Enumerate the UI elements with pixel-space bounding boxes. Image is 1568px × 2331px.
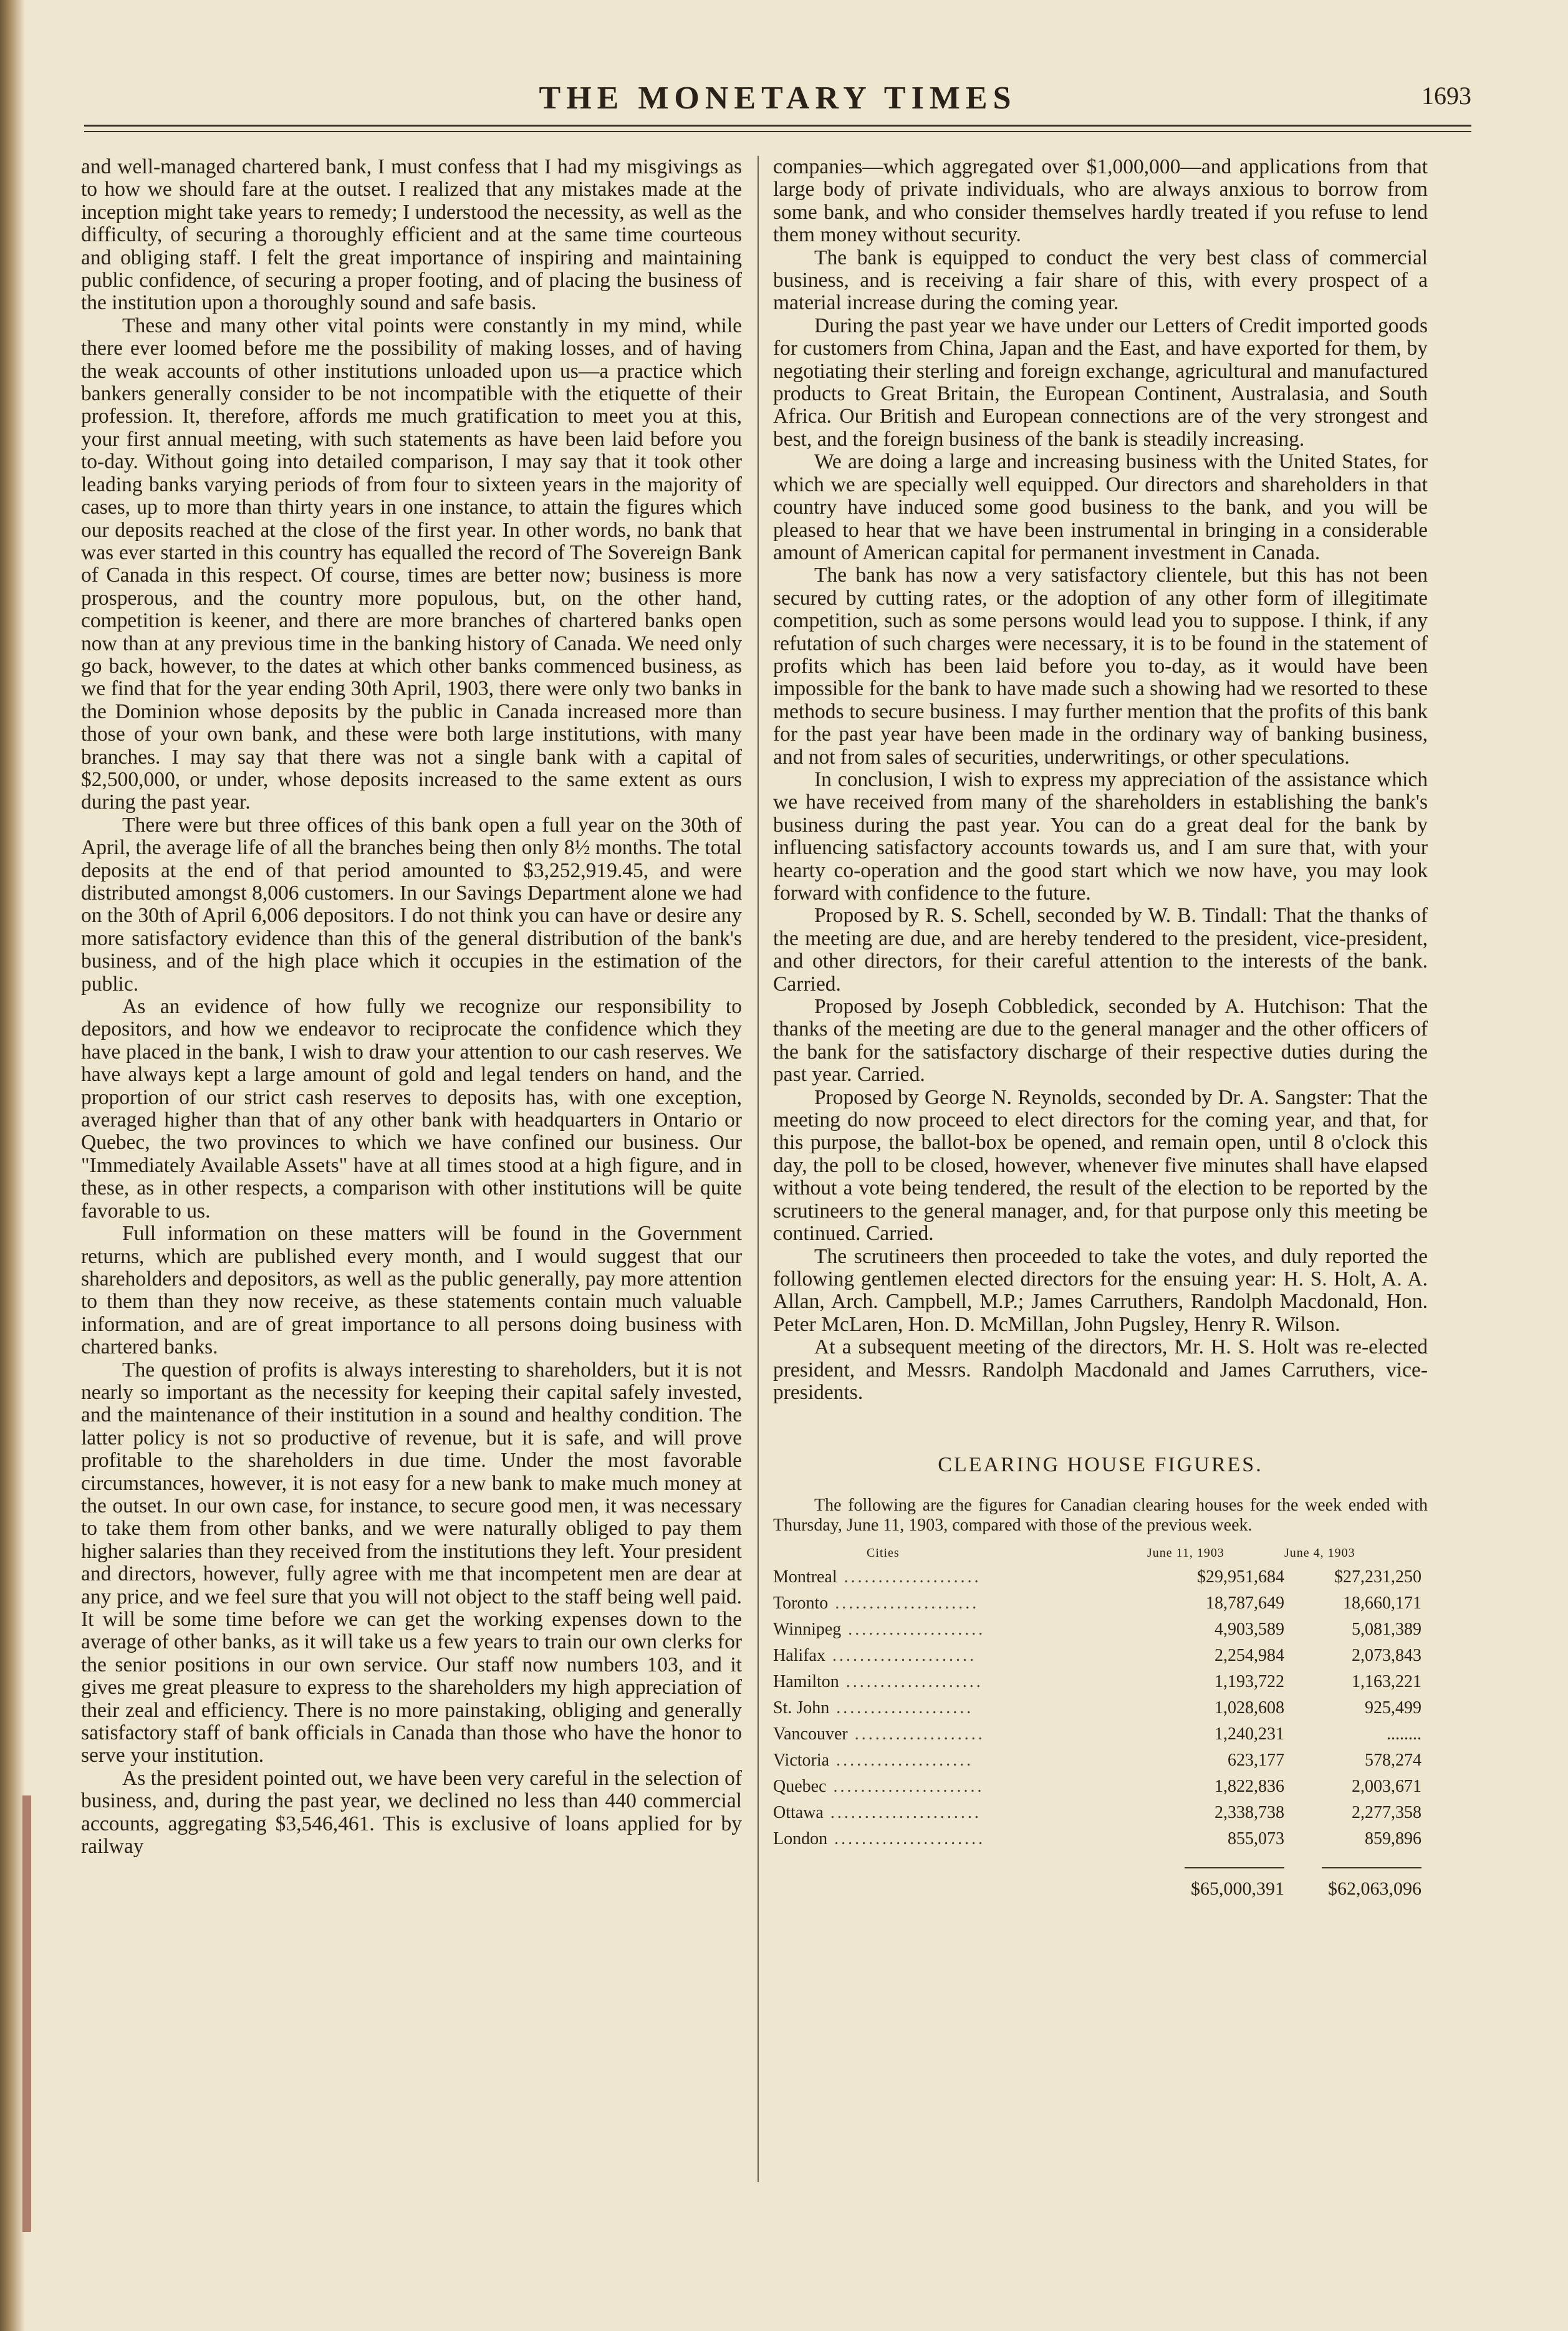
total-row [773,1875,1421,1904]
total-previous: $62,063,096 [1328,1878,1421,1900]
left-column [81,156,742,1858]
value-current: 2,338,738 [1214,1802,1284,1822]
paragraph: As the president pointed out, we have been very careful in the selection of business, and, during the past year, we declined no less than 440 commercial accounts, aggregating $3,546,461. This is exclusive of loans applied for by railway [81,1766,742,1858]
value-current: 1,028,608 [1214,1698,1284,1718]
value-current: 1,193,722 [1214,1671,1284,1691]
column-header-previous: June 4, 1903 [1284,1545,1355,1560]
value-current: 2,254,984 [1214,1645,1284,1665]
paragraph: At a subsequent meeting of the directors, Mr. H. S. Holt was re-elected president, and Messrs. Randolph Macdonald and James Carruthers, vice-presidents. [773,1335,1428,1404]
value-previous: 2,073,843 [1352,1645,1421,1665]
table-row [773,1643,1421,1669]
city-name: Quebec [773,1776,827,1796]
header-rule-top [84,125,1471,127]
clearing-house-table [773,1539,1421,1904]
paragraph: Proposed by Joseph Cobbledick, seconded by A. Hutchison: That the thanks of the meeting are due to the general manager and the other officers of the bank for the satisfactory discharge of their respective duties during the past year. Carried. [773,995,1428,1087]
value-previous: 925,499 [1365,1698,1421,1718]
value-current: 855,073 [1228,1829,1284,1848]
page-header [84,67,1471,123]
city-name: Vancouver [773,1724,848,1744]
table-row [773,1564,1421,1590]
paragraph: The bank is equipped to conduct the very best class of commercial business, and is receiving a fair share of this, with every prospect of a material increase during the coming year. [773,246,1428,315]
paragraph: During the past year we have under our Letters of Credit imported goods for customers from China, Japan and the East, and have exported for them, by negotiating their sterling and foreign exchange, agricultural and manufactured products to Great Britain, the European Continent, Australasia, and South Africa. Our British and European connections are of the very strongest and best, and the foreign business of the bank is steadily increasing. [773,314,1428,451]
table-row [773,1669,1421,1695]
value-previous: 2,277,358 [1352,1802,1421,1822]
table-row [773,1826,1421,1852]
table-body [773,1564,1421,1852]
paragraph: The question of profits is always interesting to shareholders, but it is not nearly so important as the necessity for keeping their capital safely invested, and the maintenance of their institution in a sound and healthy condition. The latter policy is not so productive of revenue, but it is safe, and will prove profitable to the shareholders in due time. Under the most favorable circumstances, however, it is not easy for a new bank to make much money at the outset. In our own case, for instance, to secure good men, it was necessary to take them from other banks, and we were naturally obliged to pay them higher salaries than they received from the institutions they left. Your president and directors, however, fully agree with me that incompetent men are dear at any price, and we feel sure that you will not object to the staff being well paid. It will be some time before we can get the working expenses down to the average of other banks, as it will take us a few years to train our own clerks for the senior positions in our own service. Our staff now numbers 103, and it gives me great pleasure to express to the shareholders my high appreciation of their zeal and efficiency. There is no more painstaking, obliging and generally satisfactory staff of bank officials in Canada than those who have the honor to serve your institution. [81,1358,742,1767]
paragraph: Proposed by George N. Reynolds, seconded by Dr. A. Sangster: That the meeting do now proceed to elect directors for the coming year, and that, for this purpose, the ballot-box be opened, and remain open, until 8 o'clock this day, the poll to be closed, however, whenever five minutes shall have elapsed without a vote being tendered, the result of the election to be reported by the scrutineers to the general manager, and, for that purpose only this meeting be continued. Carried. [773,1085,1428,1246]
value-previous: 5,081,389 [1352,1619,1421,1639]
leader-dots: .................... [837,1567,981,1587]
city-name: London [773,1829,828,1848]
leader-dots: .................... [829,1698,974,1718]
right-column [773,156,1428,1904]
paragraph: As an evidence of how fully we recognize our responsibility to depositors, and how we endeavor to reciprocate the confidence which they have placed in the bank, I wish to draw your attention to our cash reserves. We have always kept a large amount of gold and legal tenders on hand, and the proportion of our strict cash reserves to deposits has, with one exception, averaged higher than that of any other bank with headquarters in Ontario or Quebec, the two provinces to which we have confined our business. Our "Immediately Available Assets" have at all times stood at a high figure, and in these, as in other respects, a comparison with other institutions will be quite favorable to us. [81,995,742,1223]
value-current: $29,951,684 [1197,1567,1284,1587]
city-name: Hamilton [773,1671,839,1691]
table-row [773,1800,1421,1826]
table-row [773,1617,1421,1643]
paragraph: Proposed by R. S. Schell, seconded by W. B. Tindall: That the thanks of the meeting are due, and are hereby tendered to the president, vice-president, and other directors, for their careful attention to the interests of the bank. Carried. [773,904,1428,996]
city-name: Montreal [773,1567,837,1587]
table-row [773,1721,1421,1747]
paragraph: There were but three offices of this bank open a full year on the 30th of April, the average life of all the branches being then only 8½ months. The total deposits at the end of that period amounted to $3,252,919.45, and were distributed amongst 8,006 customers. In our Savings Department alone we had on the 30th of April 6,006 depositors. I do not think you can have or desire any more satisfactory evidence than this of the general distribution of the bank's business, and of the high place which it occupies in the estimation of the public. [81,813,742,996]
paragraph: The scrutineers then proceeded to take the votes, and duly reported the following gentlemen elected directors for the ensuing year: H. S. Holt, A. A. Allan, Arch. Campbell, M.P.; James Carruthers, Randolph Macdonald, Hon. Peter McLaren, Hon. D. McMillan, John Pugsley, Henry R. Wilson. [773,1244,1428,1336]
table-row [773,1747,1421,1774]
value-current: 4,903,589 [1214,1619,1284,1639]
leader-dots: ................... [847,1724,985,1744]
paragraph: In conclusion, I wish to express my appreciation of the assistance which we have received from many of the shareholders in establishing the bank's business during the past year. You can do a great deal for the bank by influencing satisfactory accounts towards us, and I am sure that, with your hearty co-operation and the good start which we now have, you may look forward with confidence to the future. [773,767,1428,905]
city-name: Victoria [773,1750,830,1770]
total-rule [1185,1867,1284,1868]
total-rule-row [773,1852,1421,1875]
page-edge [0,0,25,2331]
paragraph: companies—which aggregated over $1,000,000—and applications from that large body of private individuals, who are always anxious to borrow from some bank, and who consider themselves hardly treated if you refuse to lend them money without security. [773,155,1428,247]
value-current: 18,787,649 [1206,1593,1284,1613]
binding-mark [22,1795,31,2232]
paragraph: The bank has now a very satisfactory clientele, but this has not been secured by cutting rates, or the adoption of any other form of illegitimate competition, such as some persons would lead you to suppose. I think, if any refutation of such charges were necessary, it is to be found in the statement of profits which has been laid before you to-day, as it would have been impossible for the bank to have made such a showing had we resorted to these methods to secure business. I may further mention that the profits of this bank for the past year have been made in the ordinary way of banking business, and not from sales of securities, underwritings, or other speculations. [773,564,1428,769]
value-current: 623,177 [1228,1750,1284,1770]
column-divider [758,156,759,2182]
city-name: Halifax [773,1645,825,1665]
header-rule-bottom [84,131,1471,132]
paragraph: and well-managed chartered bank, I must confess that I had my misgivings as to how we should fare at the outset. I realized that any mistakes made at the inception might take years to remedy; I understood the necessity, as well as the difficulty, of securing a thoroughly efficient and at the same time courteous and obliging staff. I felt the great importance of inspiring and maintaining public confidence, of securing a proper footing, and of placing the business of the institution upon a thoroughly sound and safe basis. [81,155,742,315]
total-rule [1322,1867,1421,1868]
paragraph: Full information on these matters will be found in the Government returns, which are published every month, and I would suggest that our shareholders and depositors, as well as the public generally, pay more attention to them than they now receive, as these statements contain much valuable information, and are of great importance to all persons doing business with chartered banks. [81,1222,742,1359]
city-name: St. John [773,1698,830,1718]
value-previous: 578,274 [1365,1750,1421,1770]
value-previous: 2,003,671 [1352,1776,1421,1796]
leader-dots: ...................... [827,1829,986,1848]
value-previous: ........ [1387,1724,1421,1744]
table-row [773,1695,1421,1721]
paragraph: These and many other vital points were constantly in my mind, while there ever loomed before me the possibility of making losses, and of having the weak accounts of other institutions unloaded upon us—a practice which bankers generally consider to be not incompatible with the etiquette of their profession. It, therefore, affords me much gratification to meet you at this, your first annual meeting, with such statements as have been laid before you to-day. Without going into detailed comparison, I may say that it took other leading banks varying periods of from four to sixteen years in the majority of cases, up to more than thirty years in one instance, to attain the figures which our deposits reached at the close of the first year. In other words, no bank that was ever started in this country has equalled the record of The Sovereign Bank of Canada in this respect. Of course, times are better now; business is more prosperous, and the country more populous, but, on the other hand, competition is keener, and there are more branches of chartered banks open now than at any previous time in the banking history of Canada. We need only go back, however, to the dates at which other banks commenced business, as we find that for the year ending 30th April, 1903, there were only two banks in the Dominion whose deposits by the public in Canada increased more than those of your own bank, and these were both large institutions, with many branches. I may say that there was not a single bank with a capital of $2,500,000, or under, whose deposits increased to the same extent as ours during the past year. [81,314,742,814]
paragraph: We are doing a large and increasing business with the United States, for which we are specially well equipped. Our directors and shareholders in that country have induced some good business to the bank, and you will be pleased to hear that we have been instrumental in bringing in a considerable amount of American capital for permanent investment in Canada. [773,450,1428,564]
value-current: 1,240,231 [1214,1724,1284,1744]
leader-dots: .................... [839,1671,983,1691]
leader-dots: ...................... [826,1776,984,1796]
table-header-row [773,1539,1421,1564]
value-previous: 18,660,171 [1343,1593,1421,1613]
value-previous: 859,896 [1365,1829,1421,1848]
page-number: 1693 [1421,82,1471,110]
column-header-current: June 11, 1903 [1147,1545,1224,1560]
total-current: $65,000,391 [1191,1878,1284,1900]
leader-dots: .................... [829,1750,974,1770]
clearing-house-intro: The following are the figures for Canadian clearing houses for the week ended with Thursday, June 11, 1903, compared with those of the previous week. [773,1495,1428,1535]
table-row [773,1590,1421,1617]
city-name: Toronto [773,1593,829,1613]
city-name: Winnipeg [773,1619,842,1639]
leader-dots: ..................... [825,1645,976,1665]
value-current: 1,822,836 [1214,1776,1284,1796]
masthead: THE MONETARY TIMES [539,80,1017,116]
column-header-city: Cities [867,1545,900,1560]
clearing-house-title: CLEARING HOUSE FIGURES. [938,1453,1263,1477]
value-previous: $27,231,250 [1334,1567,1421,1587]
leader-dots: ...................... [823,1802,981,1822]
leader-dots: .................... [841,1619,986,1639]
table-row [773,1774,1421,1800]
leader-dots: ..................... [828,1593,979,1613]
value-previous: 1,163,221 [1352,1671,1421,1691]
city-name: Ottawa [773,1802,824,1822]
